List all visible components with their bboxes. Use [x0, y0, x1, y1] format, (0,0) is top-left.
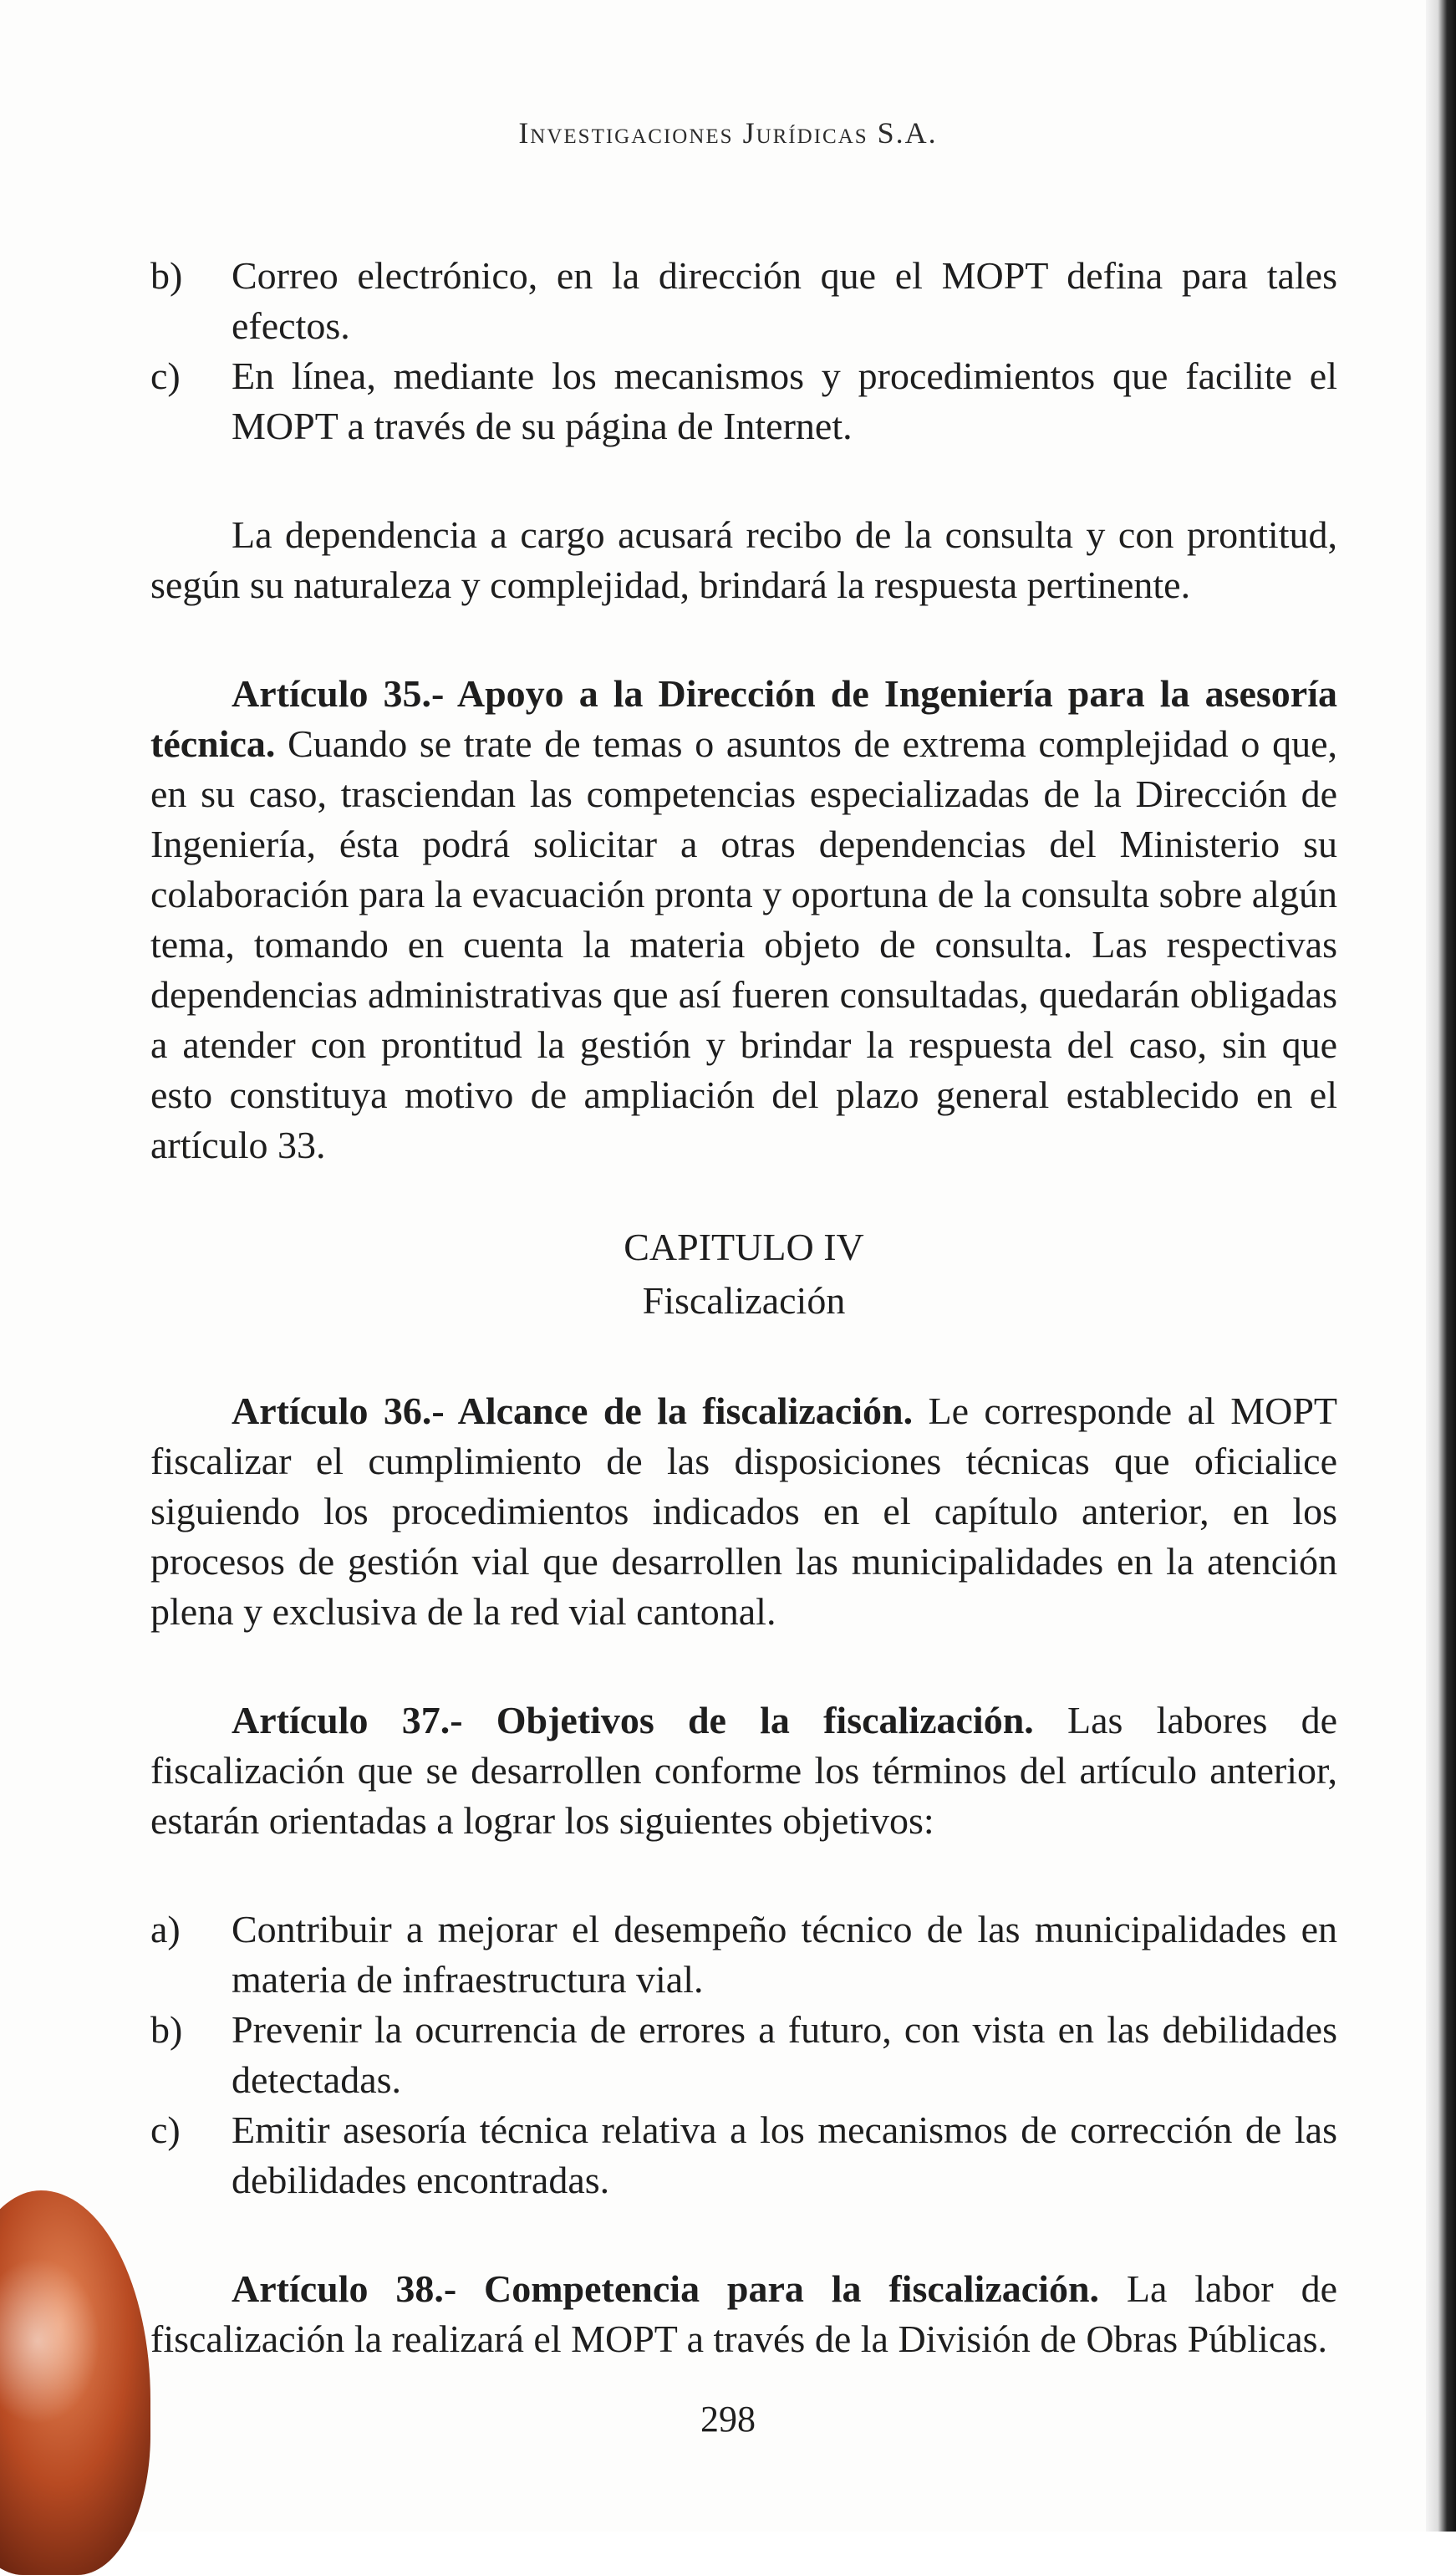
list-item: [150, 351, 1337, 451]
list-label: c): [150, 354, 181, 397]
list-item: [150, 251, 1337, 351]
article-35-body: Cuando se trate de temas o asuntos de extrema complejidad o que, en su caso, trasciendan las competencias especializadas de la Dirección de Ingeniería, ésta podrá solicitar a otras dependencias del Ministerio su colaboración para la evacuación pronta y oportuna de la consulta sobre algún tema, tomando en cuenta la materia objeto de consulta. Las respectivas dependencias administrativas que así fueren consultadas, quedarán obligadas a atender con prontitud la gestión y brindar la respuesta del caso, sin que esto constituya motivo de ampliación del plazo general establecido en el artículo 33.: [150, 722, 1337, 1166]
page-edge-shadow: [1426, 0, 1456, 2532]
article-36-body: Le corresponde al MOPT fiscalizar el cumplimiento de las disposiciones técnicas que oficialice siguiendo los procedimientos indicados en el capítulo anterior, en los procesos de gestión vial que desarrollen las municipalidades en la atención plena y exclusiva de la red vial cantonal.: [150, 1389, 1337, 1633]
list-label: a): [150, 1908, 181, 1950]
list-text: Emitir asesoría técnica relativa a los mecanismos de corrección de las debilidades encontradas.: [232, 2108, 1337, 2201]
article-38-heading: Artículo 38.- Competencia para la fiscalización.: [232, 2267, 1100, 2310]
list-label: c): [150, 2108, 181, 2151]
list-item: [150, 2005, 1337, 2105]
list-label: b): [150, 2008, 183, 2051]
list-text: En línea, mediante los mecanismos y procedimientos que facilite el MOPT a través de su página de Internet.: [232, 354, 1337, 447]
paragraph-dependencia: La dependencia a cargo acusará recibo de la consulta y con prontitud, según su naturaleza y complejidad, brindará la respuesta pertinente.: [150, 513, 1337, 606]
page-number: 298: [700, 2399, 756, 2440]
list-text: Prevenir la ocurrencia de errores a futuro, con vista en las debilidades detectadas.: [232, 2008, 1337, 2101]
running-head: Investigaciones Jurídicas S.A.: [518, 116, 938, 150]
article-35: [150, 669, 1337, 1170]
article-36-heading: Artículo 36.- Alcance de la fiscalización.: [232, 1389, 914, 1432]
article-35-heading: Artículo 35.- Apoyo a la Dirección de Ingeniería para la asesoría técnica.: [150, 672, 1337, 765]
page-body: [150, 251, 1337, 2364]
list-text: Correo electrónico, en la dirección que el MOPT defina para tales efectos.: [232, 254, 1337, 347]
list-label: b): [150, 254, 183, 297]
list-text: Contribuir a mejorar el desempeño técnico de las municipalidades en materia de infraestructura vial.: [232, 1908, 1337, 2001]
article-37-body: Las labores de fiscalización que se desarrollen conforme los términos del artículo anterior, estarán orientadas a lograr los siguientes objetivos:: [150, 1699, 1338, 1842]
article-37-heading: Artículo 37.- Objetivos de la fiscalización.: [232, 1699, 1034, 1741]
article-37: [150, 1695, 1337, 1846]
article-38-body: La labor de fiscalización la realizará el MOPT a través de la División de Obras Públicas.: [150, 2267, 1338, 2360]
chapter-number: CAPITULO IV: [624, 1226, 864, 1268]
chapter-title: Fiscalización: [642, 1279, 846, 1322]
article-38: [150, 2264, 1337, 2364]
list-item: [150, 1904, 1337, 2005]
list-item: [150, 2105, 1337, 2205]
article-36: [150, 1386, 1337, 1637]
